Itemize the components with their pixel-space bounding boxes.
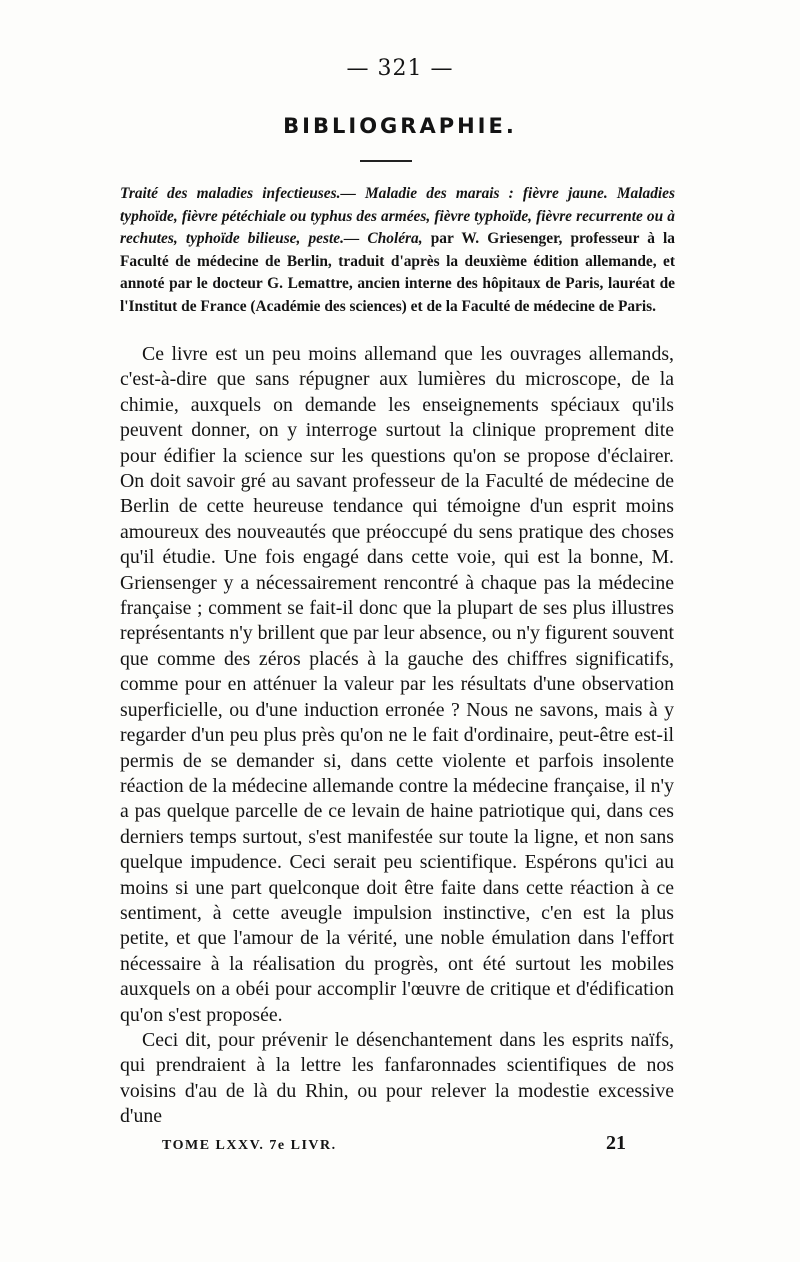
sheet-number: 21: [606, 1132, 626, 1154]
review-body: [120, 342, 674, 1130]
page-number: — 321 —: [346, 56, 454, 81]
bibliographic-reference: [120, 183, 675, 318]
paragraph: Ce livre est un peu moins allemand que les ouvrages allemands, c'est-à-dire que sans répugner aux lumières du microscope, de la chimie, auxquels on demande les enseignements spéciaux qu'ils peuvent donner, on y interroge surtout la clinique proprement dite pour édifier la science sur les questions qu'on se propose d'éclairer. On doit savoir gré au savant professeur de la Faculté de médecine de Berlin de cette heureuse tendance qui témoigne d'un esprit moins amoureux des nouveautés que préoccupé du sens pratique des choses qu'il étudie. Une fois engagé dans cette voie, qui est la bonne, M. Griensenger y a nécessairement rencontré à chaque pas la médecine française ; comment se fait-il donc que la plupart de ses plus illustres représentants n'y brillent que par leur absence, ou n'y figurent souvent que comme des zéros placés à la gauche des chiffres significatifs, comme pour en atténuer la valeur par les résultats d'une observation superficielle, ou d'une induction erronée ? Nous ne savons, mais à y regarder d'un peu plus près qu'on ne le fait d'ordinaire, peut-être est-il permis de se demander si, dans cette violente et parfois insolente réaction de la médecine allemande contre la médecine française, il n'y a pas quelque parcelle de ce levain de haine patriotique qui, dans ces derniers temps surtout, s'est manifestée sur toute la ligne, et non sans quelque impudence. Ceci serait peu scientifique. Espérons qu'ici au moins si une part quelconque doit être faite dans cette réaction à ce sentiment, à cette aveugle impulsion instinctive, c'en est la plus petite, et que l'amour de la vérité, une noble émulation dans l'effort nécessaire à la réalisation du progrès, ont été surtout les mobiles auxquels on a obéi pour accomplir l'œuvre de critique et d'édification qu'on s'est proposée.: [120, 343, 674, 1026]
section-title: BIBLIOGRAPHIE.: [283, 114, 517, 138]
paragraph: Ceci dit, pour prévenir le désenchantement dans les esprits naïfs, qui prendraient à la lettre les fanfaronnades scientifiques de nos voisins d'au de là du Rhin, ou pour relever la modestie excessive d'une: [120, 1028, 674, 1128]
title-rule: [360, 160, 412, 162]
reference-details: par W. Griesenger, professeur à la Faculté de médecine de Berlin, traduit d'après la deuxième édition allemande, et annoté par le docteur G. Lemattre, ancien interne des hôpitaux de Paris, lauréat de l'Institut de France (Académie des sciences) et de la Faculté de médecine de Paris.: [120, 230, 675, 315]
reference-title: Traité des maladies infectieuses.— Maladie des marais : fièvre jaune. Maladies typhoïde, fièvre pétéchiale ou typhus des armées, fièvre typhoïde, fièvre recurrente ou à rechutes, typhoïde bilieuse, peste.— Choléra,: [120, 185, 675, 247]
printer-signature: TOME LXXV. 7e LIVR.: [162, 1138, 337, 1153]
